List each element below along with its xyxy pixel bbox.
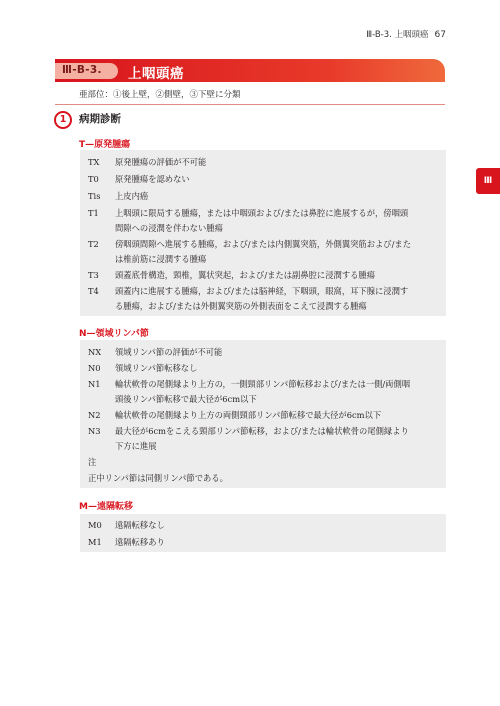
chapter-title: 上咽頭癌 [128, 66, 184, 82]
n-description: 輪状軟骨の尾側縁より上方の，一側頸部リンパ節転移および/または一側/両側咽 [115, 379, 411, 389]
t-description: 頭蓋内に進展する腫瘍，および/または脳神経，下咽頭，眼窩，耳下腺に浸潤す [115, 286, 409, 296]
n-code: N1 [88, 379, 101, 389]
section-title: 病期診断 [79, 113, 121, 125]
t-section-heading: T—原発腫瘍 [79, 140, 131, 150]
m-row [88, 534, 438, 550]
n-code: N3 [88, 426, 101, 436]
n-note-label [88, 454, 438, 470]
t-row [88, 236, 438, 252]
t-description: 上皮内癌 [115, 191, 149, 201]
t-description: 傍咽頭間隙へ進展する腫瘍，および/または内側翼突筋，外側翼突筋および/また [115, 239, 411, 249]
t-code: Tis [88, 191, 101, 201]
n-row [88, 407, 438, 423]
n-row [88, 344, 438, 360]
t-code: T3 [88, 270, 99, 280]
n-row-continuation [88, 391, 438, 407]
t-code: T0 [88, 174, 99, 184]
n-description: 頭後リンパ節転移で最大径が6cm以下 [115, 394, 257, 404]
t-row [88, 283, 438, 299]
t-code: TX [88, 157, 100, 167]
t-row [88, 205, 438, 221]
m-code: M1 [88, 537, 102, 547]
chapter-code: Ⅲ-B-3. [62, 64, 102, 76]
t-code: T2 [88, 239, 99, 249]
section-number-badge: 1 [54, 111, 72, 129]
t-row [88, 154, 438, 170]
t-row-continuation [88, 220, 438, 236]
t-row-continuation [88, 251, 438, 267]
n-description: 下方に進展 [115, 441, 157, 451]
m-description: 遠隔転移あり [115, 537, 165, 547]
n-classification-box [80, 340, 446, 488]
m-code: M0 [88, 520, 102, 530]
t-row-continuation [88, 298, 438, 314]
note-label: 注 [88, 457, 97, 467]
n-row-continuation [88, 438, 438, 454]
running-head [366, 28, 446, 40]
n-note [88, 470, 438, 486]
t-code: T4 [88, 286, 99, 296]
note-text: 正中リンパ節は同側リンパ節である。 [88, 473, 228, 483]
divider [55, 104, 445, 105]
n-row [88, 360, 438, 376]
n-description: 領域リンパ節転移なし [115, 363, 198, 373]
n-section-heading: N—領域リンパ節 [79, 329, 149, 339]
m-section-heading: M—遠隔転移 [79, 502, 133, 512]
m-description: 遠隔転移なし [115, 520, 165, 530]
m-classification-box [80, 514, 446, 552]
n-code: N0 [88, 363, 101, 373]
t-description: 頭蓋底骨構造，頸椎，翼状突起，および/または副鼻腔に浸潤する腫瘍 [115, 270, 376, 280]
n-code: NX [88, 347, 102, 357]
page-number: 67 [434, 30, 446, 40]
t-row [88, 267, 438, 283]
subsite-note: 亜部位：①後上壁，②側壁，③下壁に分類 [79, 90, 241, 100]
n-description: 輪状軟骨の尾側縁より上方の両側頸部リンパ節転移で最大径が6cm以下 [115, 410, 382, 420]
chapter-side-tab: Ⅲ [476, 168, 500, 194]
t-description: 上咽頭に限局する腫瘍，または中咽頭および/または鼻腔に進展するが，傍咽頭 [115, 208, 409, 218]
t-description: 間隙への浸潤を伴わない腫瘍 [115, 223, 223, 233]
t-description: る腫瘍，および/または外側翼突筋の外側表面をこえて浸潤する腫瘍 [115, 301, 367, 311]
t-row [88, 188, 438, 204]
n-description: 領域リンパ節の評価が不可能 [115, 347, 223, 357]
m-row [88, 517, 438, 533]
t-description: 原発腫瘍を認めない [115, 174, 190, 184]
n-row [88, 423, 438, 439]
t-code: T1 [88, 208, 99, 218]
t-description: は椎前筋に浸潤する腫瘍 [115, 254, 207, 264]
n-code: N2 [88, 410, 101, 420]
running-title: Ⅲ-B-3. 上咽頭癌 [366, 30, 429, 40]
t-row [88, 171, 438, 187]
n-row [88, 376, 438, 392]
n-description: 最大径が6cmをこえる頸部リンパ節転移，および/または輪状軟骨の尾側縁より [115, 426, 409, 436]
t-description: 原発腫瘍の評価が不可能 [115, 157, 207, 167]
t-classification-box [80, 150, 446, 316]
